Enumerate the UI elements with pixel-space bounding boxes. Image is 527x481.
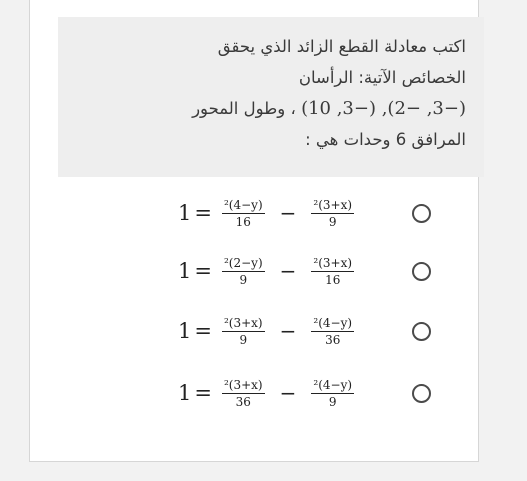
fraction-numerator: ²(3+x) (313, 255, 353, 270)
fraction-numerator: ²(3+x) (223, 377, 263, 392)
fraction-term-1 (222, 378, 265, 409)
minus-sign: − (279, 259, 297, 283)
fraction-denominator: 9 (328, 394, 337, 409)
answer-option-4[interactable] (58, 364, 484, 422)
equation-lhs: 1 (178, 201, 192, 225)
question-box (58, 17, 484, 177)
question-line-4: المرافق 6 وحدات هي : (305, 130, 466, 149)
equals-sign: = (194, 201, 212, 225)
vertices-math: (10 ,3−) ,(2− ,3−) (301, 98, 466, 119)
radio-button-option-3[interactable] (412, 322, 431, 341)
fraction-denominator: 36 (235, 394, 251, 409)
equation-lhs: 1 (178, 259, 192, 283)
fraction-numerator: ²(4−y) (223, 197, 263, 212)
fraction-denominator: 9 (239, 332, 248, 347)
fraction-term-1 (222, 198, 265, 229)
fraction-term-2 (311, 198, 354, 229)
equation-lhs: 1 (178, 381, 192, 405)
equals-sign: = (194, 259, 212, 283)
equation-4 (178, 364, 357, 422)
question-line-1: اكتب معادلة القطع الزائد الذي يحقق (217, 37, 466, 56)
question-line-3-text: ، وطول المحور (192, 99, 296, 118)
minus-sign: − (279, 319, 297, 343)
fraction-denominator: 16 (325, 272, 341, 287)
equals-sign: = (194, 319, 212, 343)
equation-1 (178, 184, 357, 242)
equation-3 (178, 302, 357, 360)
minus-sign: − (279, 201, 297, 225)
equation-2 (178, 242, 357, 300)
fraction-numerator: ²(4−y) (313, 315, 353, 330)
question-text (76, 31, 466, 155)
radio-button-option-1[interactable] (412, 204, 431, 223)
fraction-denominator: 9 (328, 214, 337, 229)
fraction-term-1 (222, 256, 265, 287)
fraction-term-1 (222, 316, 265, 347)
fraction-numerator: ²(3+x) (313, 197, 353, 212)
fraction-numerator: ²(2−y) (223, 255, 263, 270)
answer-option-2[interactable] (58, 242, 484, 300)
fraction-term-2 (311, 378, 354, 409)
fraction-numerator: ²(4−y) (313, 377, 353, 392)
equals-sign: = (194, 381, 212, 405)
radio-button-option-2[interactable] (412, 262, 431, 281)
equation-lhs: 1 (178, 319, 192, 343)
question-card (29, 0, 479, 462)
fraction-denominator: 16 (235, 214, 251, 229)
question-line-3 (76, 93, 466, 124)
fraction-denominator: 36 (325, 332, 341, 347)
answer-option-3[interactable] (58, 302, 484, 360)
fraction-term-2 (311, 256, 354, 287)
fraction-numerator: ²(3+x) (223, 315, 263, 330)
question-line-2: الخصائص الآتية: الرأسان (298, 68, 466, 87)
minus-sign: − (279, 381, 297, 405)
fraction-denominator: 9 (239, 272, 248, 287)
radio-button-option-4[interactable] (412, 384, 431, 403)
fraction-term-2 (311, 316, 354, 347)
answer-option-1[interactable] (58, 184, 484, 242)
